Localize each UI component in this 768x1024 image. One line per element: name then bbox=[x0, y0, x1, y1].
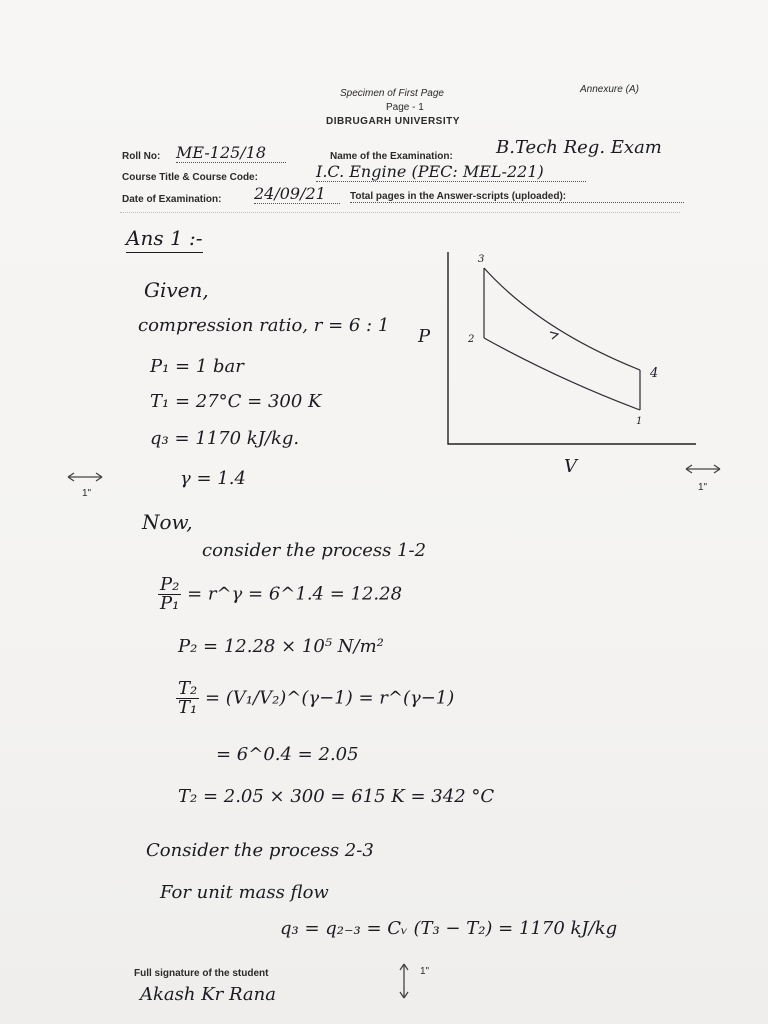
eq3-rhs: = (V₁/V₂)^(γ−1) = r^(γ−1) bbox=[204, 687, 455, 709]
given-p1: P₁ = 1 bar bbox=[150, 356, 244, 377]
eq1-numerator: P₂ bbox=[160, 574, 180, 595]
process-2-3-label: Consider the process 2-3 bbox=[146, 840, 374, 861]
pages-label: Total pages in the Answer-scripts (uploaded): bbox=[350, 191, 684, 203]
equation-t-ratio-value: = 6^0.4 = 2.05 bbox=[216, 744, 359, 765]
point-2-label: 2 bbox=[468, 334, 475, 345]
now-label: Now, bbox=[142, 510, 193, 534]
process-1-2-curve bbox=[484, 338, 640, 410]
point-4-label: 4 bbox=[650, 366, 659, 381]
course-label: Course Title & Course Code: bbox=[122, 172, 258, 183]
specimen-caption: Specimen of First Page bbox=[340, 88, 444, 99]
axis-v-label: V bbox=[564, 456, 577, 477]
equation-pressure-ratio bbox=[158, 576, 402, 613]
roll-value: ME-125/18 bbox=[176, 143, 286, 163]
course-value: I.C. Engine (PEC: MEL-221) bbox=[316, 162, 586, 182]
equation-p2: P₂ = 12.28 × 10⁵ N/m² bbox=[178, 636, 384, 657]
given-t1: T₁ = 27°C = 300 K bbox=[150, 391, 322, 412]
signature-label: Full signature of the student bbox=[134, 968, 269, 979]
annexure-label: Annexure (A) bbox=[580, 84, 639, 95]
date-label: Date of Examination: bbox=[122, 194, 222, 205]
right-margin-label: 1" bbox=[698, 482, 708, 493]
answer-heading: Ans 1 :- bbox=[126, 226, 203, 253]
process-direction-arrow bbox=[550, 332, 558, 339]
eq3-numerator: T₂ bbox=[178, 678, 198, 699]
eq1-rhs: = r^γ = 6^1.4 = 12.28 bbox=[187, 583, 403, 605]
point-3-label: 3 bbox=[478, 254, 485, 265]
left-margin-arrow bbox=[66, 468, 104, 487]
exam-label: Name of the Examination: bbox=[330, 151, 453, 162]
axis-p-label: P bbox=[418, 326, 431, 347]
student-signature: Akash Kr Rana bbox=[140, 984, 276, 1005]
page-number: Page - 1 bbox=[386, 102, 424, 113]
bottom-margin-arrow bbox=[398, 962, 410, 1004]
equation-temperature-ratio bbox=[176, 680, 454, 717]
header-divider bbox=[120, 212, 680, 213]
equation-t2: T₂ = 2.05 × 300 = 615 K = 342 °C bbox=[178, 786, 495, 807]
given-label: Given, bbox=[144, 278, 209, 302]
given-gamma: γ = 1.4 bbox=[180, 468, 246, 489]
pv-diagram bbox=[400, 240, 700, 480]
given-q3: q₃ = 1170 kJ/kg. bbox=[150, 428, 300, 449]
roll-label: Roll No: bbox=[122, 151, 161, 162]
eq1-denominator: P₁ bbox=[160, 593, 180, 614]
compression-ratio: compression ratio, r = 6 : 1 bbox=[138, 315, 390, 336]
university-name: DIBRUGARH UNIVERSITY bbox=[326, 116, 460, 127]
left-margin-label: 1" bbox=[82, 488, 92, 499]
process-3-4-curve bbox=[484, 268, 640, 370]
eq3-denominator: T₁ bbox=[178, 697, 198, 718]
point-1-label: 1 bbox=[636, 416, 643, 427]
date-value: 24/09/21 bbox=[254, 184, 340, 204]
pv-axes bbox=[448, 252, 696, 444]
equation-heat-added: q₃ = q₂₋₃ = Cᵥ (T₃ − T₂) = 1170 kJ/kg bbox=[280, 918, 618, 939]
unit-mass-label: For unit mass flow bbox=[160, 882, 329, 903]
process-1-2-label: consider the process 1-2 bbox=[202, 540, 427, 561]
exam-value: B.Tech Reg. Exam bbox=[496, 137, 662, 158]
bottom-margin-label: 1" bbox=[420, 966, 430, 977]
